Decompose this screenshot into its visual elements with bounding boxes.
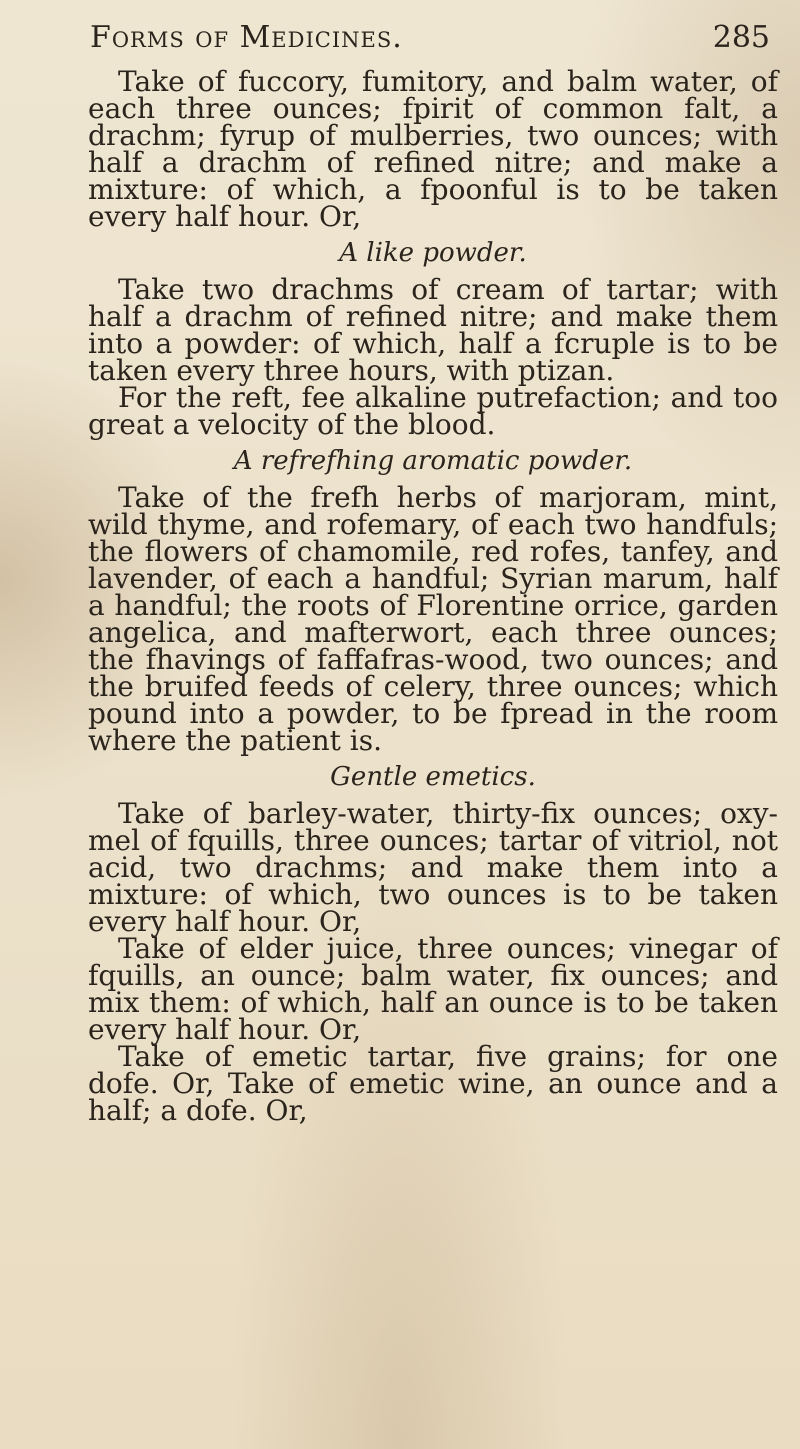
page-body xyxy=(88,65,778,1127)
heading-aromatic-powder: A refrefhing aromatic powder. xyxy=(233,446,633,476)
paragraph-cream-of-tartar-powder: Take two drachms of cream of tartar; with half a drachm of refined nitre; and make them into a powder: of which, half a fcruple is to be taken every three hours, with ptizan. xyxy=(88,273,778,387)
heading-like-powder: A like powder. xyxy=(339,238,527,268)
paragraph-barley-water-emetic: Take of barley-water, thirty-fix ounces; oxy-mel of fquills, three ounces; tartar of vitriol, not acid, two drachms; and make them into a mixture: of which, two ounces is to be taken every half hour. Or, xyxy=(88,797,778,938)
page-header xyxy=(90,20,770,64)
page-number: 285 xyxy=(712,20,770,55)
paragraph-elder-juice-emetic: Take of elder juice, three ounces; vinegar of fquills, an ounce; balm water, fix ounces; and mix them: of which, half an ounce is to be taken every half hour. Or, xyxy=(88,932,778,1046)
paragraph-balm-water-mixture: Take of fuccory, fumitory, and balm water, of each three ounces; fpirit of common falt, a drachm; fyrup of mulberries, two ounces; with half a drachm of refined nitre; and make a mixture: of which, a fpoonful is to be taken every half hour. Or, xyxy=(88,65,778,233)
running-title: Forms of Medicines. xyxy=(90,20,403,55)
paragraph-cross-reference: For the reft, fee alkaline putrefaction; and too great a velocity of the blood. xyxy=(88,381,778,441)
paragraph-aromatic-herbs: Take of the frefh herbs of marjoram, mint, wild thyme, and rofemary, of each two handfuls; the flowers of chamomile, red rofes, tanfey, and lavender, of each a handful; Syrian marum, half a handful; the roots of Florentine orrice, garden angelica, and mafterwort, each three ounces; the fhavings of faffafras-wood, two ounces; and the bruifed feeds of celery, three ounces; which pound into a powder, to be fpread in the room where the patient is. xyxy=(88,481,778,757)
heading-gentle-emetics: Gentle emetics. xyxy=(330,762,536,792)
paragraph-emetic-tartar: Take of emetic tartar, five grains; for one dofe. Or, Take of emetic wine, an ounce and a half; a dofe. Or, xyxy=(88,1040,778,1127)
